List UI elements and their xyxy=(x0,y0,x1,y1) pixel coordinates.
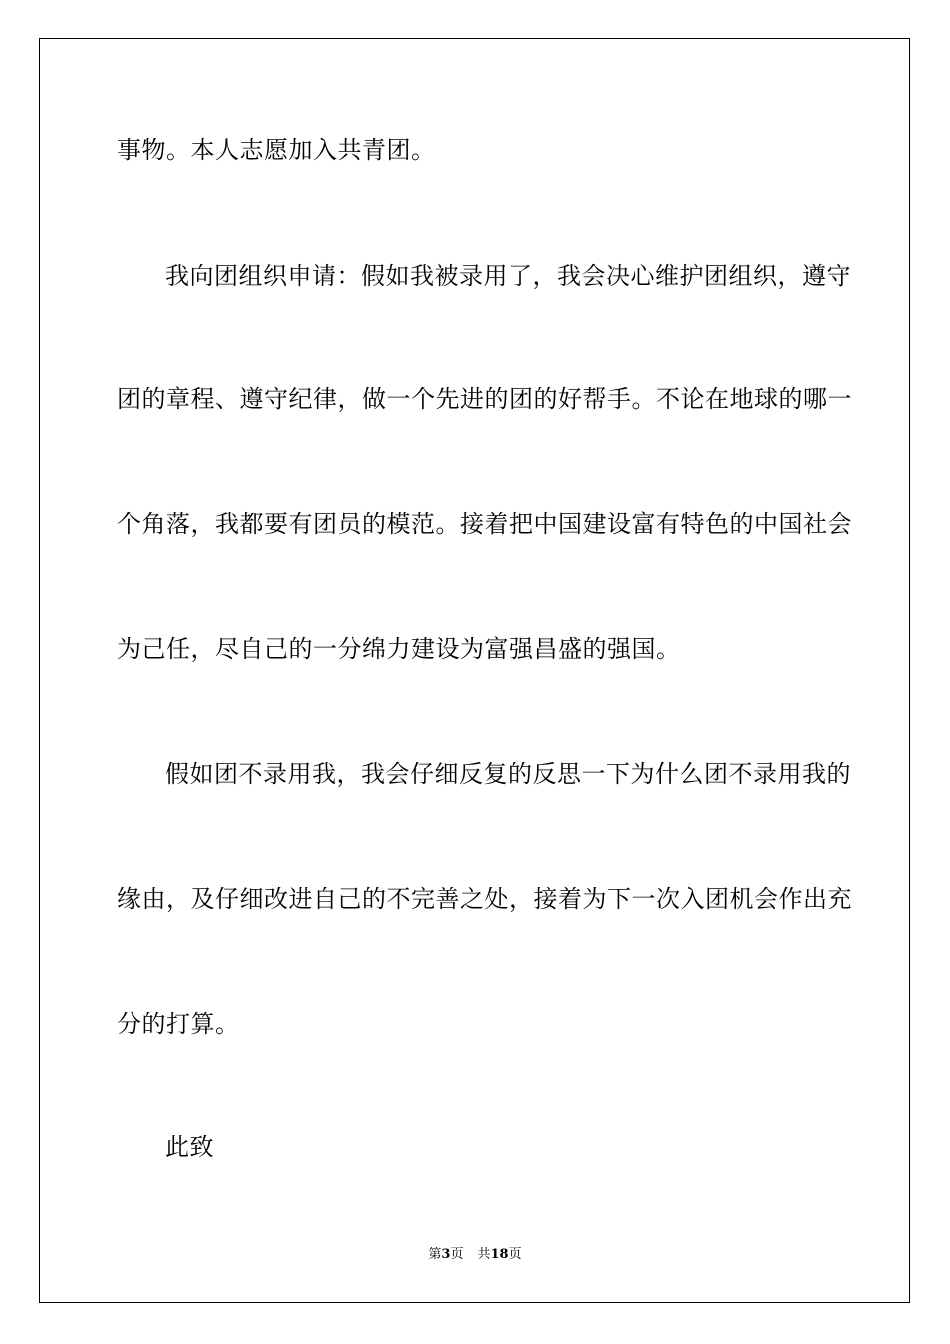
page-border xyxy=(39,38,910,1303)
closing-salutation: 此致 xyxy=(165,1133,214,1161)
footer-total-suffix: 页 xyxy=(508,1247,522,1262)
paragraph-line-5: 为己任，尽自己的一分绵力建设为富强昌盛的强国。 xyxy=(117,635,681,663)
paragraph-line-6: 假如团不录用我，我会仔细反复的反思一下为什么团不录用我的 xyxy=(165,760,851,788)
paragraph-line-3: 团的章程、遵守纪律，做一个先进的团的好帮手。不论在地球的哪一 xyxy=(117,385,852,413)
paragraph-line-2: 我向团组织申请：假如我被录用了，我会决心维护团组织，遵守 xyxy=(165,262,851,290)
page-footer xyxy=(0,1246,950,1264)
paragraph-line-8: 分的打算。 xyxy=(117,1010,240,1038)
paragraph-line-1: 事物。本人志愿加入共青团。 xyxy=(117,136,436,164)
footer-page-suffix: 页 xyxy=(450,1247,464,1262)
footer-page-prefix: 第 xyxy=(428,1247,442,1262)
paragraph-line-7: 缘由，及仔细改进自己的不完善之处，接着为下一次入团机会作出充 xyxy=(117,885,852,913)
footer-total-prefix: 共 xyxy=(477,1247,491,1262)
footer-total-pages: 18 xyxy=(490,1247,509,1262)
paragraph-line-4: 个角落，我都要有团员的模范。接着把中国建设富有特色的中国社会 xyxy=(117,510,852,538)
footer-page-number: 3 xyxy=(441,1247,451,1262)
